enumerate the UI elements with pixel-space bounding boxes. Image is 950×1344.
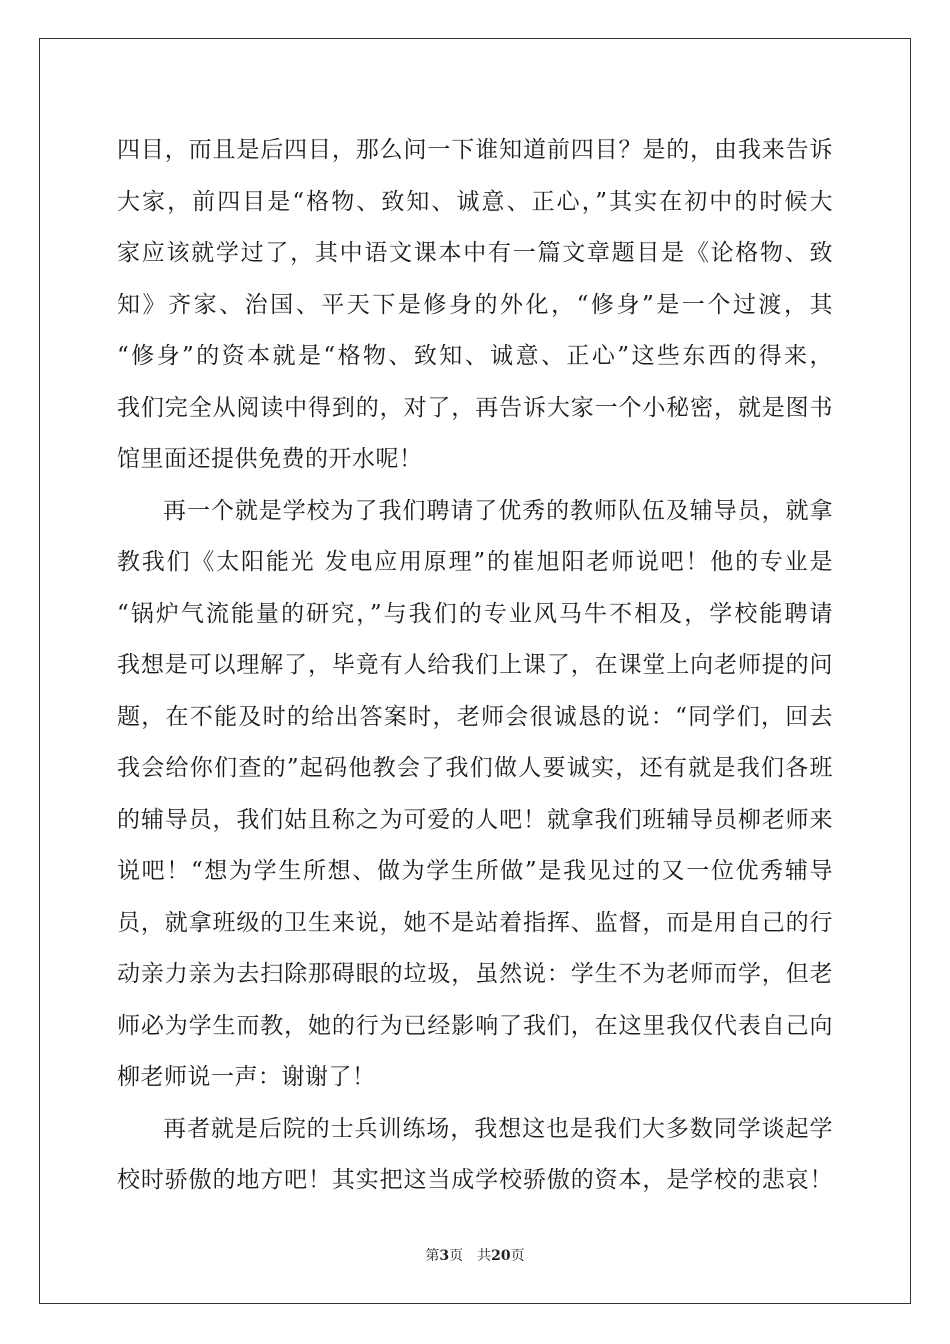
- text-line: 馆里面还提供免费的开水呢！: [117, 446, 423, 472]
- text-line: 师必为学生而教，她的行为已经影响了我们，在这里我仅代表自己向: [117, 1012, 833, 1039]
- footer-page-suffix: 页: [449, 1248, 464, 1264]
- text-line: 四目，而且是后四目，那么问一下谁知道前四目？是的，由我来告诉: [117, 137, 833, 163]
- text-line: 我会给你们查的”起码他教会了我们做人要诚实，还有就是我们各班: [117, 755, 833, 781]
- page-footer: [0, 1245, 950, 1265]
- text-line: 动亲力亲为去扫除那碍眼的垃圾，虽然说：学生不为老师而学，但老: [117, 961, 833, 987]
- text-line: 我们完全从阅读中得到的，对了，再告诉大家一个小秘密，就是图书: [117, 394, 833, 421]
- text-line: 家应该就学过了，其中语文课本中有一篇文章题目是《论格物、致: [117, 240, 833, 266]
- text-line: 我想是可以理解了，毕竟有人给我们上课了，在课堂上向老师提的问: [117, 652, 833, 678]
- text-line: 柳老师说一声：谢谢了！: [117, 1064, 376, 1090]
- text-line: “修身”的资本就是“格物、致知、诚意、正心”这些东西的得来，: [117, 343, 833, 369]
- footer-total-suffix: 页: [510, 1248, 525, 1264]
- text-line: 大家，前四目是“格物、致知、诚意、正心，”其实在初中的时候大: [117, 188, 833, 215]
- text-line: 教我们《太阳能光 发电应用原理”的崔旭阳老师说吧！他的专业是: [117, 549, 833, 575]
- footer-total-prefix: 共: [477, 1248, 492, 1264]
- text-line: 员，就拿班级的卫生来说，她不是站着指挥、监督，而是用自己的行: [117, 909, 833, 936]
- current-page-number: 3: [439, 1248, 450, 1264]
- text-line: 再者就是后院的士兵训练场，我想这也是我们大多数同学谈起学: [163, 1115, 833, 1142]
- document-body: [117, 125, 833, 1207]
- text-line: 校时骄傲的地方吧！其实把这当成学校骄傲的资本，是学校的悲哀！: [117, 1167, 833, 1193]
- text-line: “锅炉气流能量的研究，”与我们的专业风马牛不相及，学校能聘请: [117, 600, 833, 627]
- text-line: 再一个就是学校为了我们聘请了优秀的教师队伍及辅导员，就拿: [163, 497, 833, 524]
- text-line: 的辅导员，我们姑且称之为可爱的人吧！就拿我们班辅导员柳老师来: [117, 806, 833, 833]
- text-line: 知》齐家、治国、平天下是修身的外化，“修身”是一个过渡，其: [117, 291, 833, 318]
- total-pages-number: 20: [491, 1248, 511, 1264]
- text-line: 题，在不能及时的给出答案时，老师会很诚恳的说：“同学们，回去: [117, 703, 833, 730]
- footer-prefix: 第: [425, 1248, 440, 1264]
- text-line: 说吧！“想为学生所想、做为学生所做”是我见过的又一位优秀辅导: [117, 858, 833, 884]
